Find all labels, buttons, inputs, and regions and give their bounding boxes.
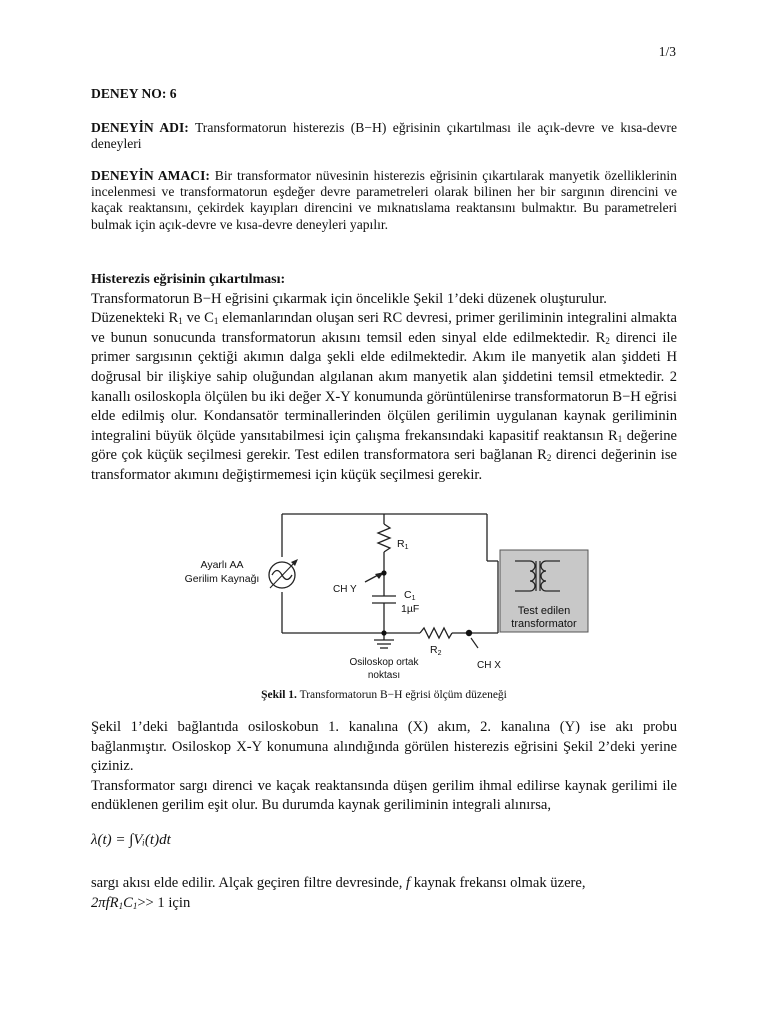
experiment-title-label: DENEYİN ADI: bbox=[91, 120, 189, 135]
r1-label: R1 bbox=[397, 538, 409, 551]
after-figure-paragraph-1: Şekil 1’deki bağlantıda osiloskobun 1. kanalına (X) akım, 2. kanalına (Y) ise akı probu bağlanmıştır. Osiloskop X-Y konumuna alındığında görülen histerezis eğrisini Şekil 2’deki yerine çiziniz. bbox=[91, 719, 677, 775]
after-figure-text bbox=[91, 718, 677, 816]
chx-label: CH X bbox=[477, 660, 501, 671]
after-figure-paragraph-2: Transformator sargı direnci ve kaçak reaktansında düşen gerilim ihmal edilirse kaynak gerilimi ile endüklenen gerilim eşit olur. Bu durumda kaynak geriliminin integrali alınırsa, bbox=[91, 777, 677, 814]
ac-source-icon bbox=[269, 559, 298, 588]
final-paragraph-1: sargı akısı elde edilir. Alçak geçiren filtre devresinde, f kaynak frekansı olmak üzere, bbox=[91, 875, 586, 891]
svg-text:transformator: transformator bbox=[511, 618, 577, 630]
ground-label-2: noktası bbox=[367, 670, 401, 681]
integral-formula: λ(t) = ∫Vᵢ(t)dt bbox=[91, 832, 171, 848]
svg-text:Test edilen: Test edilen bbox=[517, 605, 571, 617]
experiment-purpose-paragraph bbox=[91, 168, 677, 233]
figure-caption: Şekil 1. Transformatorun B−H eğrisi ölçüm düzeneği bbox=[261, 689, 507, 701]
experiment-title-paragraph bbox=[91, 120, 677, 152]
section-heading: Histerezis eğrisinin çıkartılması: bbox=[91, 272, 286, 287]
section-paragraph-2: Düzenekteki $R_1$ ve $C_1$ elemanlarından oluşan seri RC devresi, primer geriliminin integralini almakta ve bunun sonucunda transformatorun akısını temsil eden sinyal elde edilmektedir. $R_2$ direnci ile primer sargısının çektiği akımın dalga şekli elde edilmektedir. Akım ile manyetik alan şiddeti H doğrusal bir ilişkiye sahip oluğundan algılanan akım manyetik alan şiddetini temsil etmektedir. 2 kanallı osiloskopla ölçülen bu iki değer X-Y konumunda görüntülenirse transformatorun B−H eğrisi elde edilmiş olur. Kondansatör terminallerinden ölçülen gerilimin uygulanan kaynak geriliminin integralini büyük ölçüde yansıtabilmesi için çalışma frekansındaki kapasitif reaktansın $R_1$ değerine göre çok küçük seçilmesi gerekir. Test edilen transformatora seri bağlanan $R_2$ direnci değerinin ise transformator akımını değiştirmemesi için küçük seçilmesi gerekir. bbox=[91, 310, 677, 483]
circuit-diagram bbox=[160, 505, 600, 685]
ground-label-1: Osiloskop ortak bbox=[349, 657, 419, 668]
experiment-title-text: Transformatorun histerezis (B−H) eğrisinin çıkartılması ile açık-devre ve kısa-devre deneyleri bbox=[91, 120, 677, 152]
experiment-purpose-text: Bir transformator nüvesinin histerezis eğrisinin çıkartılarak manyetik özelliklerinin incelenmesi ve transformatorun eşdeğer devre parametreleri olarak bilinen her bir sargının direncini ve kaçak reaktansını, çekirdek kayıpları direncini ve mıknatıslama reaktansını bulmaktır. Bu parametreleri bulmak için açık-devre ve kısa-devre deneyleri yapılır. bbox=[91, 168, 677, 232]
page-number: 1/3 bbox=[658, 44, 676, 59]
transformer-box bbox=[500, 550, 588, 632]
c1-value: 1µF bbox=[401, 603, 420, 615]
source-label-2: Gerilim Kaynağı bbox=[184, 573, 260, 585]
section-paragraph-1: Transformatorun B−H eğrisini çıkarmak için öncelikle Şekil 1’deki düzenek oluşturulur. bbox=[91, 290, 607, 307]
final-text bbox=[91, 874, 677, 913]
r2-label: R2 bbox=[430, 644, 442, 657]
chy-label: CH Y bbox=[333, 584, 357, 595]
section-hysteresis bbox=[91, 270, 677, 486]
c1-label: C1 bbox=[404, 589, 416, 602]
source-label-1: Ayarlı AA bbox=[200, 559, 244, 571]
final-paragraph-2: $2\pi fR_1C_1>> 1$ için bbox=[91, 894, 191, 911]
experiment-number: DENEY NO: 6 bbox=[91, 86, 177, 101]
experiment-purpose-label: DENEYİN AMACI: bbox=[91, 168, 210, 183]
